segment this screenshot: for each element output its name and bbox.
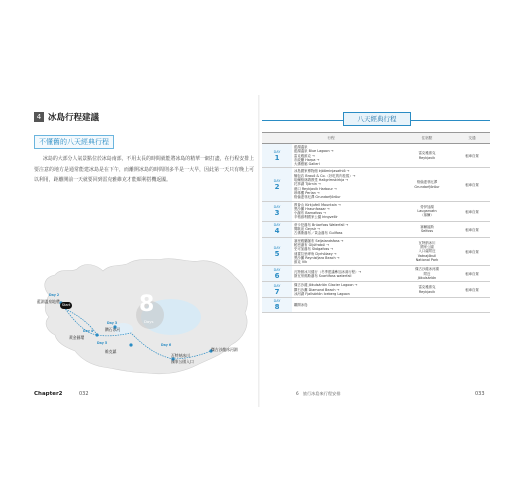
stay-line: 國家公園 [420,245,434,250]
stay-line: 瓦特納冰川 [418,240,436,245]
stay-line: 入口處附近 [418,249,436,254]
day-number: 4 [274,227,280,236]
day-number: 5 [274,249,280,258]
activities-cell [292,298,400,313]
subtitle: 不懂舊的八天經典行程 [34,135,114,149]
stay-line: Laugarvatn [417,209,437,213]
activity-line: 斯瓦蒂佛斯瀑布 Svartifoss waterfall [294,273,352,278]
activity-line: 大佛藝廊 Gallerí [294,162,320,167]
stay-cell [400,298,454,313]
footer-page-right: 033 [475,391,485,397]
day-cell [262,298,292,313]
stay-line: Grundarfjörður [414,184,440,189]
big-eight: 8 [139,292,155,317]
activity-line: 傑古沙龍 Jökulsárlón Glacier Lagoon → [294,283,358,288]
footer-page-left: 032 [79,391,89,397]
table-row [262,221,490,237]
day-word: DAY [273,149,281,154]
itinerary-body [262,144,490,313]
day-cell [262,282,292,298]
table-row [262,298,490,313]
activity-line: 迪霍拉里岬角 Dyrhólaey → [294,251,337,256]
day-word: DAY [273,245,281,250]
table-row [262,168,490,201]
transport-cell: 租車自駕 [454,168,490,201]
table-row [262,201,490,221]
day2-label: Day 2 [49,293,60,297]
transport-cell: 租車自駕 [454,221,490,237]
itinerary-table [262,132,490,313]
stay-cell [400,266,454,282]
stay-line: 附近 [423,271,431,276]
day6-place: 傑古沙龍冰河湖 [211,347,238,352]
stay-line: 傑古沙龍冰河湖 [415,267,439,272]
stay-line: 塞爾福斯 [420,224,434,229]
header-stay: 住宿點 [400,133,454,144]
transport-cell [454,298,490,313]
day6-label: Day 6 [161,343,172,347]
activity-line: 塞里雅蘭瀑布 Seljalandsfoss → [294,238,344,243]
day3-place: 鑽石冰河 [105,327,121,332]
table-row [262,282,490,298]
day-number: 6 [274,271,280,280]
day-word: DAY [273,267,281,272]
section-title: 冰島行程建議 [48,113,100,123]
day6-place3: 國家公園入口 [171,359,194,364]
activity-line: 黑沙灘 Reynisfjara Beach → [294,255,340,260]
day5-place: 維克鎮 [105,349,117,354]
activity-line: 黑沙灘 Hraunfossar → [294,206,330,211]
activity-line: 小瀑布 Barnafoss → [294,211,326,216]
transport-cell: 租車自駕 [454,282,490,298]
activities-cell [292,168,400,201]
day4-label: Day 4 [83,329,94,333]
day-word: DAY [273,283,281,288]
stay-line: Jökulsárlón [417,276,437,281]
stay-cell [400,201,454,221]
stay-cell [400,221,454,237]
left-page [31,95,256,407]
table-title-bar [262,112,490,124]
day-cell [262,168,292,201]
stay-line: Selfoss [421,229,433,234]
activity-line: 鑽石沙灘 Diamond Beach → [294,287,340,292]
day-cell [262,201,292,221]
start-badge: Start [61,303,71,307]
activity-line: 古佛斯瀑布／黃金瀑布 Gullfoss [294,231,343,236]
book-gutter [258,95,260,407]
table-row [262,266,490,282]
stay-line: 雷克雅維克 [418,285,436,290]
activity-line: 港口 Reykjavík Harbour → [294,186,337,191]
stay-line: （塞爾） [420,213,434,218]
activity-line: 藍湖溫泉 [294,145,308,149]
right-page [262,95,490,407]
activity-line: 市政廳 Harpa → [294,157,320,162]
day-word: DAY [273,223,281,228]
stay-line: 勞伊加湖 [420,204,434,209]
activity-line: 教會山 Kirkjufell Mountain → [294,202,341,207]
activities-cell [292,282,400,298]
day-number: 7 [274,287,280,296]
day-cell [262,144,292,168]
header-itinerary: 行程 [262,133,400,144]
header-transport: 交通 [454,133,490,144]
activity-line: 雷克雅維克 → [294,153,315,158]
day-word: DAY [273,299,281,304]
stay-line: Reykjavik [418,289,436,294]
activity-line: 哈爾格林姆教堂 Hallgrímskirkja → [294,178,349,183]
activity-line: 托寧湖 Tjörnin → [294,182,321,187]
transport-cell: 租車自駕 [454,266,490,282]
transport-cell: 租車自駕 [454,144,490,168]
activity-line: 間歇泉 Geysir → [294,227,320,232]
day-number: 1 [274,153,280,162]
day2-place: 藍湖溫泉地帶 [37,299,60,304]
transport-cell: 租車自駕 [454,201,490,221]
intro-paragraph: 冰島的大部分人氣景點位於冰島南部，不用太長的時間就能將冰島的精華一網打盡，在行程安排上要注意的地方是通常能建冰島是在下午，而離開冰島的時間則多半是一大早，因此第一天只有晚上可以利用，距離開前一天就要回到雷克雅維克才能順利搭機返國。 [34,156,254,184]
day-cell [262,221,292,237]
stay-line: 格倫達菲厄澤 [416,180,438,185]
day-number: 2 [274,182,280,191]
stay-line: Vatnajökull [417,253,437,258]
activity-line: 瓦特納冰川健行（冬季建議參加冰洞行程）→ [294,269,362,274]
activity-line: 蒂卡犯瀑布 Brúarfoss Waterfall → [294,222,349,227]
activity-line: 冰島國家博物館 Þjóðminjasafnið → [294,169,350,174]
day-number: 8 [274,303,280,312]
day-number: 3 [274,209,280,218]
activity-line: 格倫達菲厄澤 Grundarfjörður [294,195,341,200]
table-title: 八天經典行程 [343,112,411,126]
activity-line: 史可加瀑布 Skógafoss → [294,247,334,252]
activity-line: 維克 Vík [294,260,308,265]
stay-cell [400,168,454,201]
table-header-row [262,133,490,144]
stay-line: National Park [415,257,439,262]
activity-line: 辛格維利國家公園 Þingvellir [294,215,338,220]
activity-line: 麵包店 Brauð & Co.（好吃的肉桂捲）→ [294,173,356,178]
day-cell [262,266,292,282]
big-eight-sub: Days [144,319,154,324]
day-cell [262,237,292,266]
activity-line: 珍珠樓 Perlan → [294,190,320,195]
activity-line: 秘密瀑布 Gljúfrabúi → [294,242,330,247]
day5-label: Day 5 [97,341,108,345]
table-row [262,144,490,168]
day-word: DAY [273,205,281,210]
stop-day5 [129,343,132,346]
day3-label: Day 3 [107,321,118,325]
transport-cell: 租車自駕 [454,237,490,266]
stop-day4 [95,333,98,336]
activities-cell [292,266,400,282]
activities-cell [292,221,400,237]
table-row [262,237,490,266]
activities-cell [292,144,400,168]
day4-place: 黃金圓環 [69,335,85,340]
stay-cell [400,282,454,298]
footer-chapter: Chapter2 [34,391,63,397]
day-word: DAY [273,178,281,183]
stay-cell [400,144,454,168]
section-number: 4 [34,112,44,122]
footer-book-title: 6 旅行冰島來行程安排 [296,391,341,396]
activity-line: 藍湖溫泉 Blue Lagoon → [294,149,334,154]
activities-cell [292,237,400,266]
stay-line: 雷克雅維克 [418,151,436,156]
day6-place2: 瓦特納冰川 [171,353,190,358]
activity-line: 離開冰島 [294,303,308,308]
stay-cell [400,237,454,266]
activities-cell [292,201,400,221]
stay-line: Reykjavik [418,155,436,160]
activity-line: 冰河湖 Fjallsárlón Iceberg Lagoon [294,291,350,296]
